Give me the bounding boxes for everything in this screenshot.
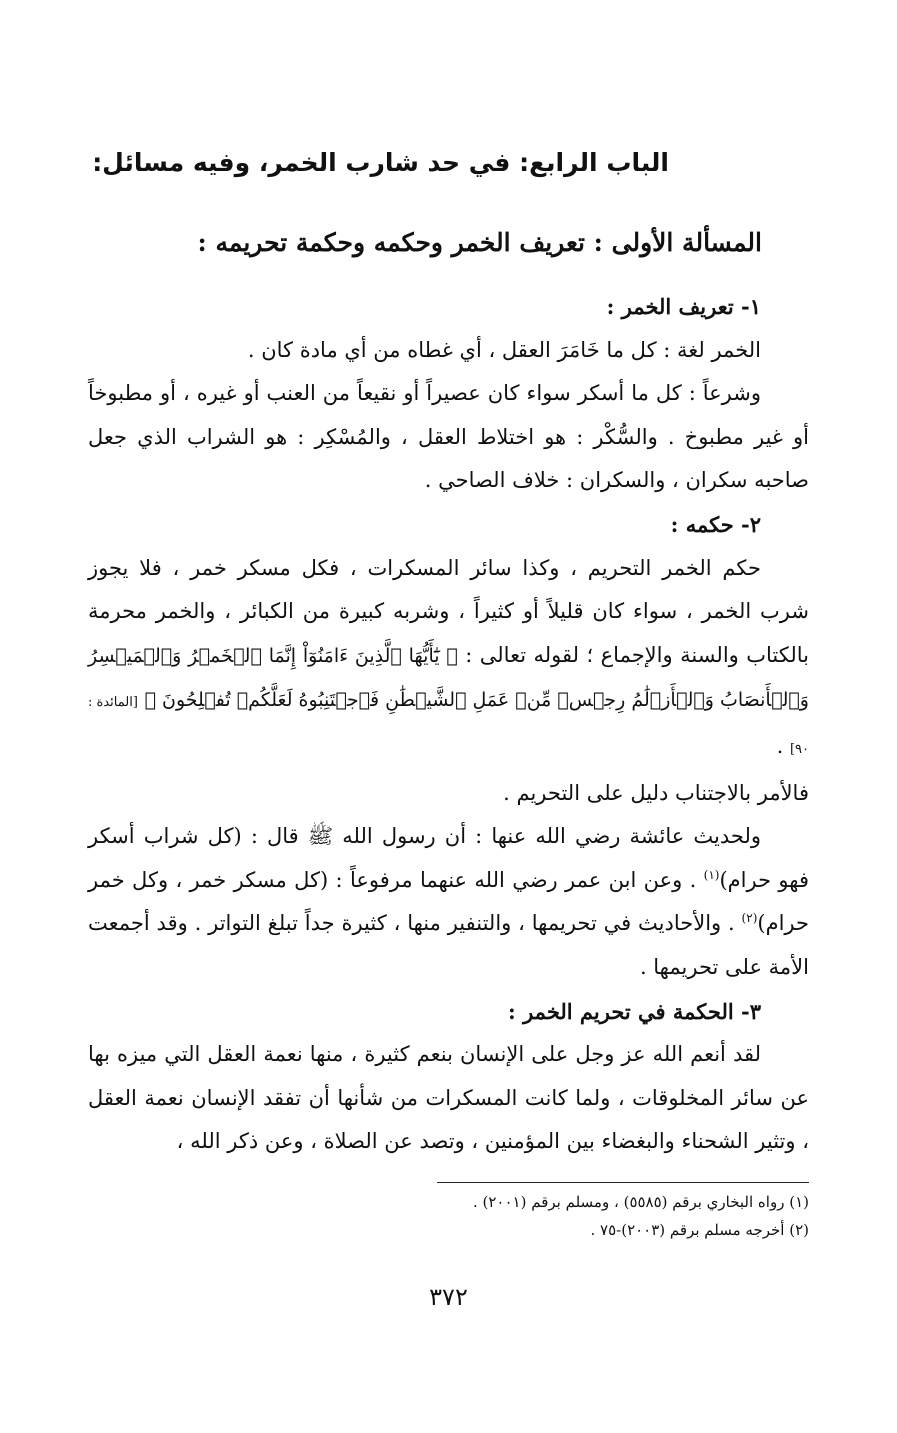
chapter-title: الباب الرابع: في حد شارب الخمر، وفيه مسائل: xyxy=(92,148,669,177)
paragraph-linguistic-definition: الخمر لغة : كل ما خَامَرَ العقل ، أي غطاه من أي مادة كان . xyxy=(247,337,761,362)
hadith-ibn-umar: . وعن ابن عمر رضي الله عنهما مرفوعاً : (كل مسكر خمر ، وكل خمر حرام) xyxy=(88,867,809,936)
main-text xyxy=(88,285,809,1164)
paragraph-ruling xyxy=(88,547,809,772)
paragraph-wisdom: لقد أنعم الله عز وجل على الإنسان بنعم كثيرة ، منها نعمة العقل التي ميزه بها عن سائر المخلوقات ، ولما كانت المسكرات من شأنها أن تفقد الإنسان نعمة العقل ، وتثير الشحناء والبغضاء بين المؤمنين ، وتصد عن الصلاة ، وعن ذكر الله ، xyxy=(88,1042,809,1154)
ruling-end: . xyxy=(776,733,784,758)
subheading-wisdom: ٣- الحكمة في تحريم الخمر : xyxy=(508,998,761,1024)
footnote-1: (١) رواه البخاري برقم (٥٥٨٥) ، ومسلم برقم (٢٠٠١) . xyxy=(472,1193,809,1211)
verse-reference: [المائدة : ٩٠] xyxy=(88,695,809,757)
footnotes xyxy=(300,1188,809,1244)
footnote-marker-2: (٢) xyxy=(741,911,758,926)
paragraph-conclusion: فالأمر بالاجتناب دليل على التحريم . xyxy=(503,780,809,805)
ruling-text: حكم الخمر التحريم ، وكذا سائر المسكرات ، فكل مسكر خمر ، فلا يجوز شرب الخمر ، سواء كان قليلاً أو كثيراً ، وشربه كبيرة من الكبائر ، والخمر محرمة بالكتاب والسنة والإجماع ؛ لقوله تعالى : xyxy=(88,555,810,667)
subheading-ruling: ٢- حكمه : xyxy=(670,511,761,537)
page-number: ٣٧٢ xyxy=(429,1283,468,1311)
paragraph-legal-definition: وشرعاً : كل ما أسكر سواء كان عصيراً أو نقيعاً من العنب أو غيره ، أو مطبوخاً أو غير مطبوخ . والسُّكْر : هو اختلاط العقل ، والمُسْكِر : هو الشراب الذي جعل صاحبه سكران ، والسكران : خلاف الصاحي . xyxy=(88,381,809,493)
hadith-consensus: . والأحاديث في تحريمها ، والتنفير منها ، كثيرة جداً تبلغ التواتر . وقد أجمعت الأمة على تحريمها . xyxy=(88,911,809,979)
subheading-definition: ١- تعريف الخمر : xyxy=(606,294,761,319)
footnote-divider xyxy=(437,1182,809,1183)
footnote-2: (٢) أخرجه مسلم برقم (٢٠٠٣)-٧٥ . xyxy=(590,1221,809,1239)
footnote-marker-1: (١) xyxy=(703,867,720,882)
hadith-aisha: ولحديث عائشة رضي الله عنها : أن رسول الله ﷺ قال : (كل شراب أسكر فهو حرام) xyxy=(88,824,809,892)
paragraph-hadith xyxy=(88,815,809,989)
quran-verse: ﴿ يَٰٓأَيُّهَا ٱلَّذِينَ ءَامَنُوٓاْ إِنَّمَا ٱلۡخَمۡرُ وَٱلۡمَيۡسِرُ وَٱلۡأَنصَابُ وَٱلۡأَزۡلَٰمُ رِجۡسٞ مِّنۡ عَمَلِ ٱلشَّيۡطَٰنِ فَٱجۡتَنِبُوهُ لَعَلَّكُمۡ تُفۡلِحُونَ ﴾ xyxy=(88,644,809,712)
section-title: المسألة الأولى : تعريف الخمر وحكمه وحكمة تحريمه : xyxy=(197,228,762,257)
